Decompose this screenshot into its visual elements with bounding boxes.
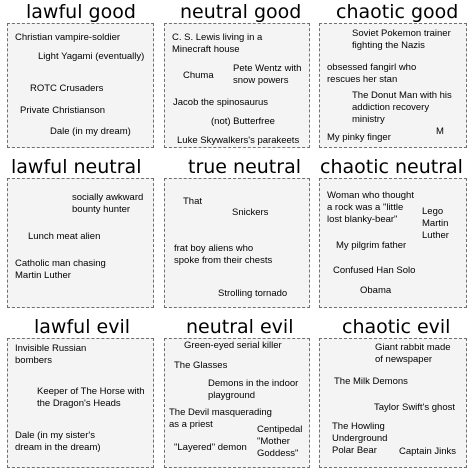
heading-neutral-good: neutral good [180,1,302,23]
entry-chaotic-good-3: My pinky finger [327,132,391,143]
entry-lawful-neutral-0: socially awkward bounty hunter [72,192,144,215]
heading-lawful-evil: lawful evil [34,316,131,338]
entry-true-neutral-1: Snickers [232,207,269,218]
entry-chaotic-neutral-4: Obama [360,285,392,296]
entry-neutral-evil-0: Green-eyed serial killer [184,340,282,351]
entry-lawful-good-4: Dale (in my dream) [50,126,131,137]
entry-neutral-evil-3: The Devil masquerading as a priest [169,407,272,430]
entry-lawful-good-3: Private Christianson [20,105,106,116]
entry-chaotic-evil-1: The Milk Demons [334,376,408,387]
entry-chaotic-neutral-3: Confused Han Solo [333,265,416,276]
entry-neutral-evil-2: Demons in the indoor playground [208,378,299,401]
entry-true-neutral-0: That [183,196,203,207]
entry-true-neutral-2: frat boy aliens who spoke from their chests [174,243,273,266]
entry-neutral-evil-4: "Layered" demon [174,442,247,453]
entry-neutral-good-5: Luke Skywalkers's parakeets [177,135,300,146]
entry-neutral-evil-5: Centipedal "Mother Goddess" [257,424,303,459]
heading-lawful-good: lawful good [26,1,136,23]
entry-chaotic-good-2: The Donut Man with his addiction recovery ministry [352,90,452,125]
entry-chaotic-good-0: Soviet Pokemon trainer fighting the Nazis [352,28,451,51]
entry-lawful-evil-1: Keeper of The Horse with the Dragon's Heads [37,386,145,409]
entry-chaotic-good-1: obsessed fangirl who rescues her stan [327,62,417,85]
entry-lawful-evil-0: Invisible Russian bombers [15,343,87,366]
heading-chaotic-evil: chaotic evil [342,316,451,338]
entry-true-neutral-3: Strolling tornado [218,288,288,299]
entry-lawful-evil-2: Dale (in my sister's dream in the dream) [15,430,101,453]
heading-neutral-evil: neutral evil [186,316,294,338]
entry-chaotic-evil-4: Captain Jinks [399,446,457,457]
entry-neutral-good-1: Chuma [183,70,214,81]
entry-lawful-good-0: Christian vampire-soldier [15,32,121,43]
entry-chaotic-evil-2: Taylor Swift's ghost [374,402,456,413]
heading-chaotic-good: chaotic good [336,1,459,23]
entry-lawful-good-1: Light Yagami (eventually) [38,51,145,62]
entry-chaotic-neutral-2: My pilgrim father [336,240,407,251]
entry-chaotic-good-4: M [436,126,444,137]
entry-neutral-evil-1: The Glasses [174,360,228,371]
entry-lawful-good-2: ROTC Crusaders [30,83,104,94]
heading-lawful-neutral: lawful neutral [11,156,142,178]
entry-chaotic-evil-0: Giant rabbit made of newspaper [375,342,451,365]
entry-chaotic-neutral-1: Lego Martin Luther [422,206,449,241]
entry-lawful-neutral-2: Catholic man chasing Martin Luther [15,258,106,281]
heading-true-neutral: true neutral [188,156,301,178]
entry-lawful-neutral-1: Lunch meat alien [28,231,101,242]
entry-chaotic-evil-3: The Howling Underground Polar Bear [332,421,388,456]
entry-neutral-good-4: (not) Butterfree [211,116,275,127]
entry-neutral-good-0: C. S. Lewis living in a Minecraft house [172,32,263,55]
heading-chaotic-neutral: chaotic neutral [320,156,463,178]
entry-chaotic-neutral-0: Woman who thought a rock was a "little lost blanky-bear" [327,190,414,225]
entry-neutral-good-3: Jacob the spinosaurus [173,97,269,108]
entry-neutral-good-2: Pete Wentz with snow powers [233,63,302,86]
